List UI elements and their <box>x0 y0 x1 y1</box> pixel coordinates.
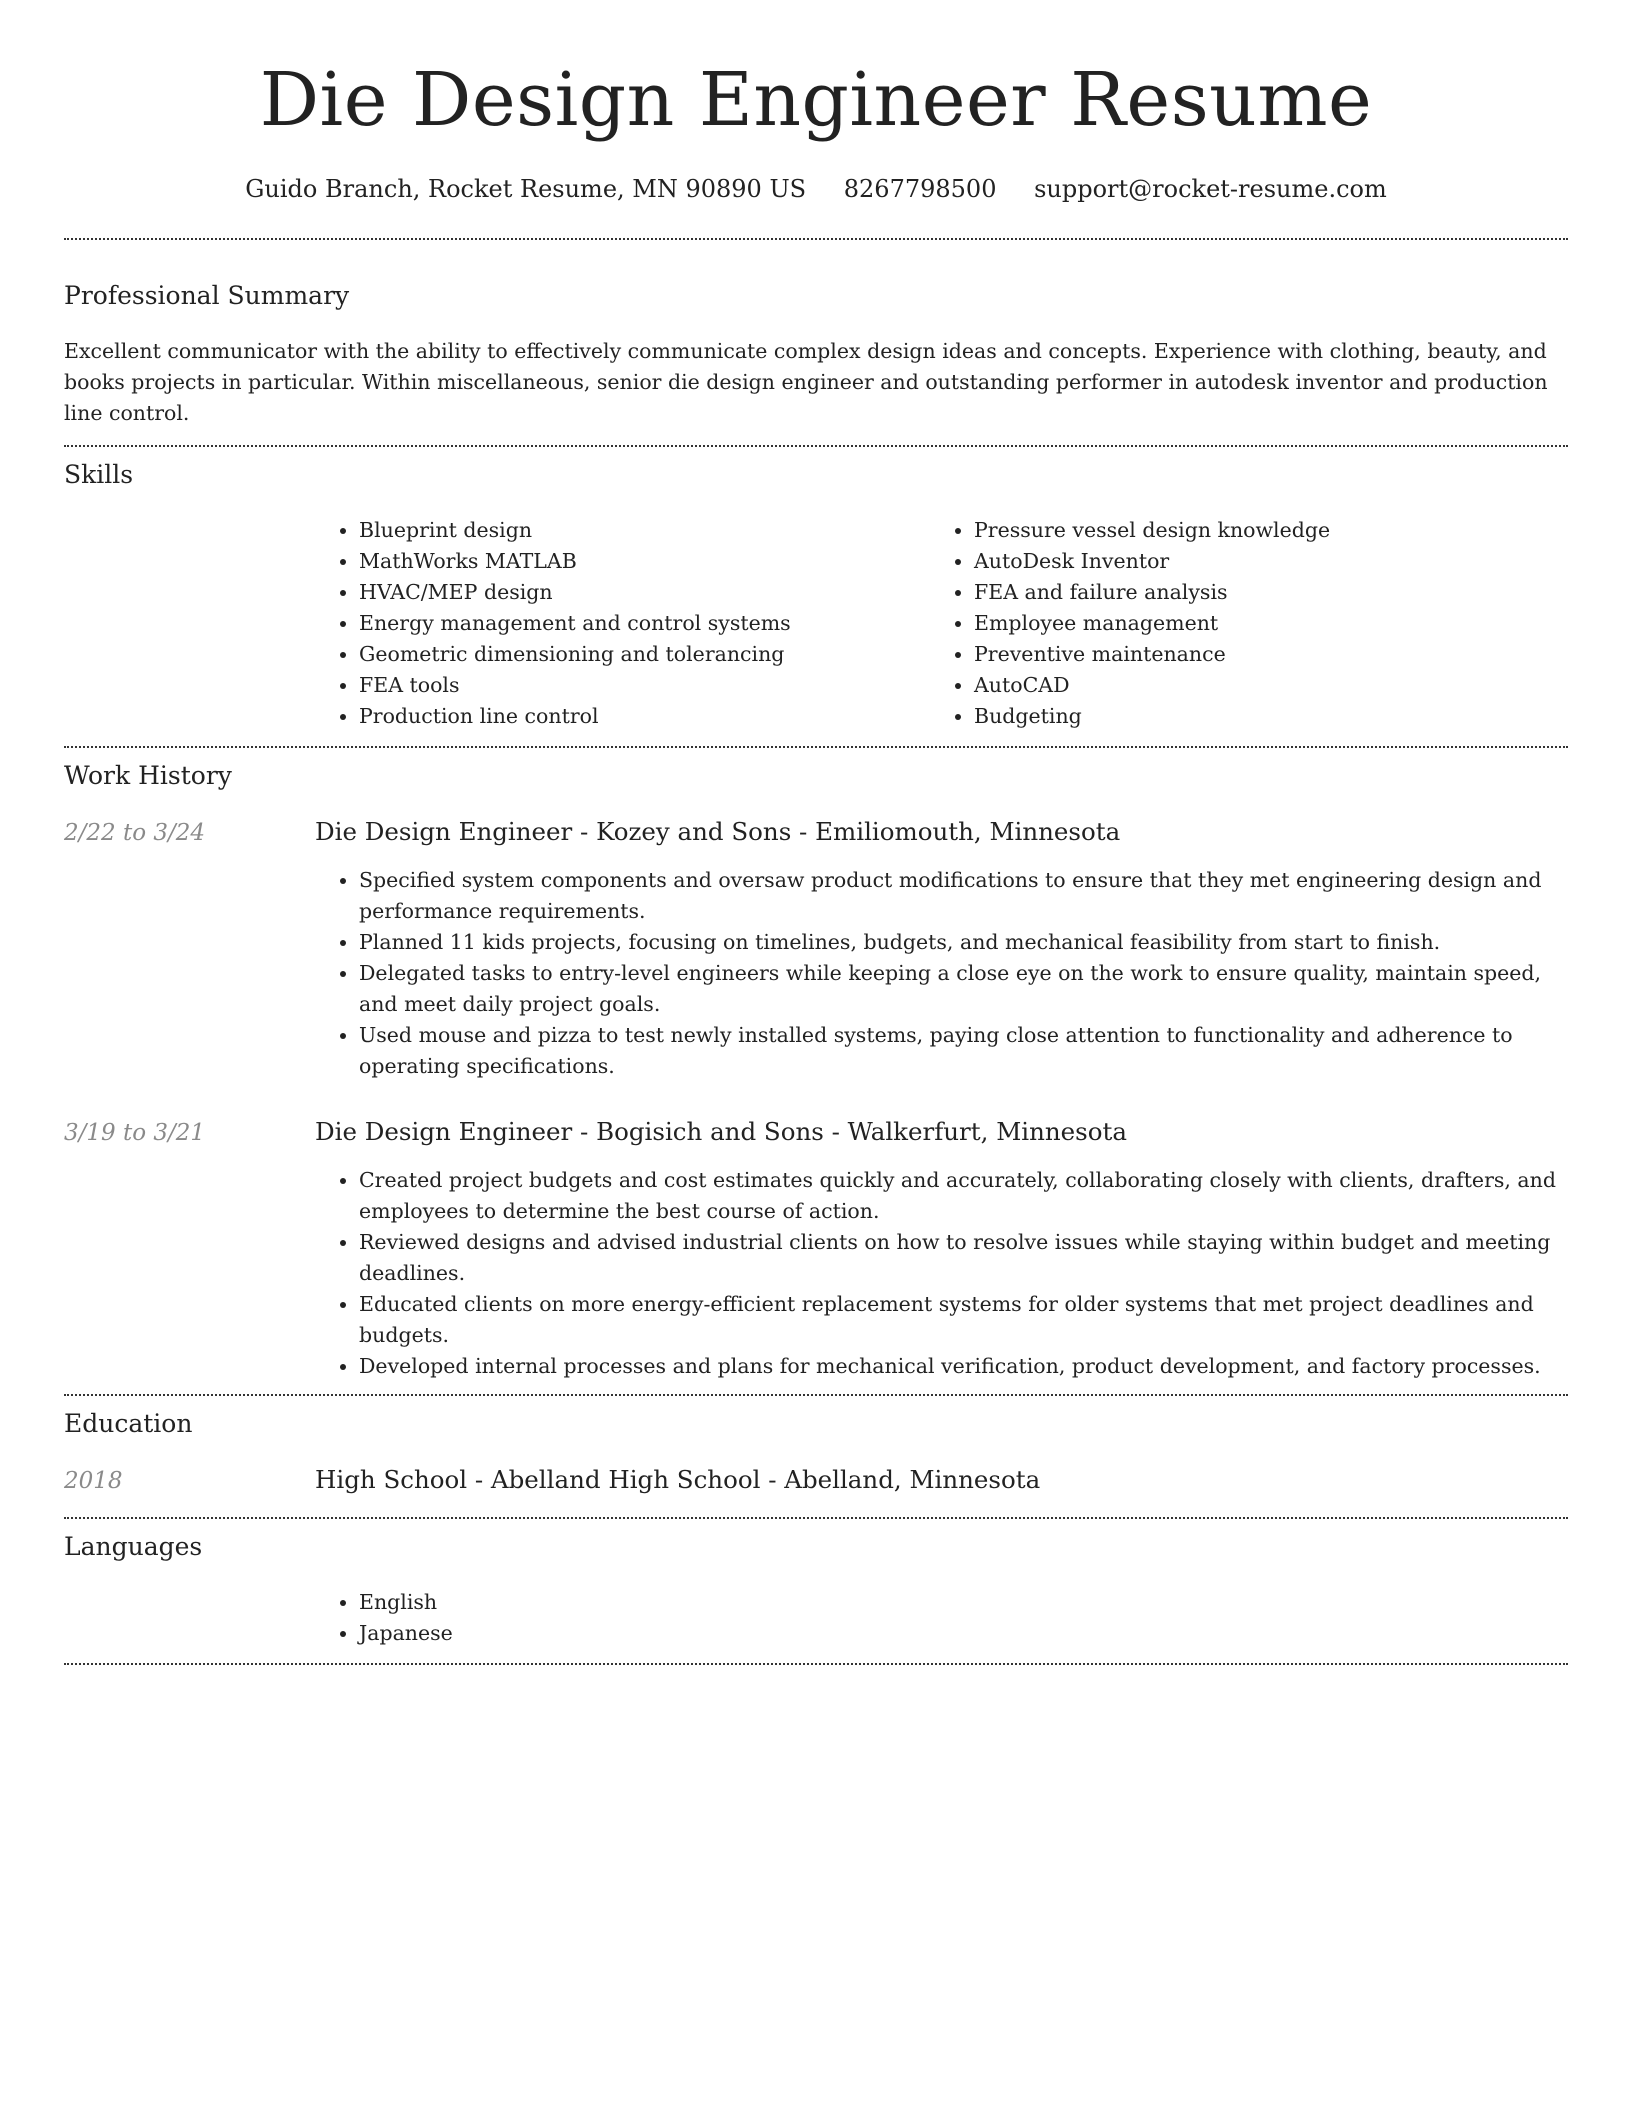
skills-list-right <box>930 515 1545 732</box>
skill-item: • Blueprint design <box>359 515 930 546</box>
education-entry <box>64 1464 1568 1497</box>
contact-email: support@rocket-resume.com <box>1034 175 1387 203</box>
skill-item: • Employee management <box>974 608 1545 639</box>
job-entry <box>64 1116 1568 1382</box>
job-dates: 3/19 to 3/21 <box>64 1120 206 1146</box>
job-bullet: • Created project budgets and cost estimates quickly and accurately, collaborating closely with clients, drafters, and employees to determine the best course of action. <box>359 1165 1568 1227</box>
education-year: 2018 <box>64 1468 123 1494</box>
job-bullet: • Used mouse and pizza to test newly installed systems, paying close attention to functionality and adherence to operating specifications. <box>359 1020 1568 1082</box>
skill-item: • AutoDesk Inventor <box>974 546 1545 577</box>
job-bullets <box>315 1165 1568 1382</box>
skill-item: • Preventive maintenance <box>974 639 1545 670</box>
skills-columns <box>315 515 1568 732</box>
job-bullet: • Reviewed designs and advised industrial clients on how to resolve issues while staying within budget and meeting deadlines. <box>359 1227 1568 1289</box>
job-title: Die Design Engineer - Kozey and Sons - Emiliomouth, Minnesota <box>315 817 1121 846</box>
contact-line <box>64 174 1568 204</box>
work-history-heading: Work History <box>64 761 232 790</box>
education-title: High School - Abelland High School - Abelland, Minnesota <box>315 1465 1041 1494</box>
education-heading: Education <box>64 1409 193 1438</box>
skill-item: • Pressure vessel design knowledge <box>974 515 1545 546</box>
skill-item: • Budgeting <box>974 701 1545 732</box>
job-header <box>64 816 1568 849</box>
contact-address: Guido Branch, Rocket Resume, MN 90890 US <box>245 175 807 203</box>
job-bullets <box>315 865 1568 1082</box>
page-title: Die Design Engineer Resume <box>259 57 1373 143</box>
job-entry <box>64 816 1568 1082</box>
skill-item: • FEA and failure analysis <box>974 577 1545 608</box>
skills-heading: Skills <box>64 460 134 489</box>
summary-text: Excellent communicator with the ability to effectively communicate complex design ideas and concepts. Experience with clothing, beauty, and books projects in particular. Within miscellaneous, senior die design engineer and outstanding performer in autodesk inventor and production line control. <box>64 339 1548 425</box>
skill-item: • Geometric dimensioning and tolerancing <box>359 639 930 670</box>
resume-header <box>64 0 1568 204</box>
job-bullet: • Developed internal processes and plans for mechanical verification, product development, and factory processes. <box>359 1351 1568 1382</box>
skill-item: • AutoCAD <box>974 670 1545 701</box>
education-section <box>64 1396 1568 1517</box>
job-bullet: • Delegated tasks to entry-level engineers while keeping a close eye on the work to ensure quality, maintain speed, and meet daily project goals. <box>359 958 1568 1020</box>
work-history-section <box>64 748 1568 1394</box>
skill-item: • FEA tools <box>359 670 930 701</box>
summary-heading: Professional Summary <box>64 281 350 310</box>
job-bullet: • Planned 11 kids projects, focusing on timelines, budgets, and mechanical feasibility from start to finish. <box>359 927 1568 958</box>
language-item: • English <box>359 1587 1568 1618</box>
skill-item: • HVAC/MEP design <box>359 577 930 608</box>
skills-list-left <box>315 515 930 732</box>
language-item: • Japanese <box>359 1618 1568 1649</box>
contact-phone: 8267798500 <box>843 175 997 203</box>
skill-item: • MathWorks MATLAB <box>359 546 930 577</box>
skills-section <box>64 447 1568 746</box>
languages-section <box>64 1519 1568 1663</box>
skill-item: • Production line control <box>359 701 930 732</box>
job-dates: 2/22 to 3/24 <box>64 820 206 846</box>
job-title: Die Design Engineer - Bogisich and Sons - Walkerfurt, Minnesota <box>315 1117 1127 1146</box>
job-bullet: • Specified system components and oversaw product modifications to ensure that they met engineering design and performance requirements. <box>359 865 1568 927</box>
skill-item: • Energy management and control systems <box>359 608 930 639</box>
languages-list <box>315 1587 1568 1649</box>
job-header <box>64 1116 1568 1149</box>
summary-section <box>64 240 1568 445</box>
job-bullet: • Educated clients on more energy-efficient replacement systems for older systems that met project deadlines and budgets. <box>359 1289 1568 1351</box>
languages-heading: Languages <box>64 1532 203 1561</box>
section-divider <box>64 1663 1568 1665</box>
